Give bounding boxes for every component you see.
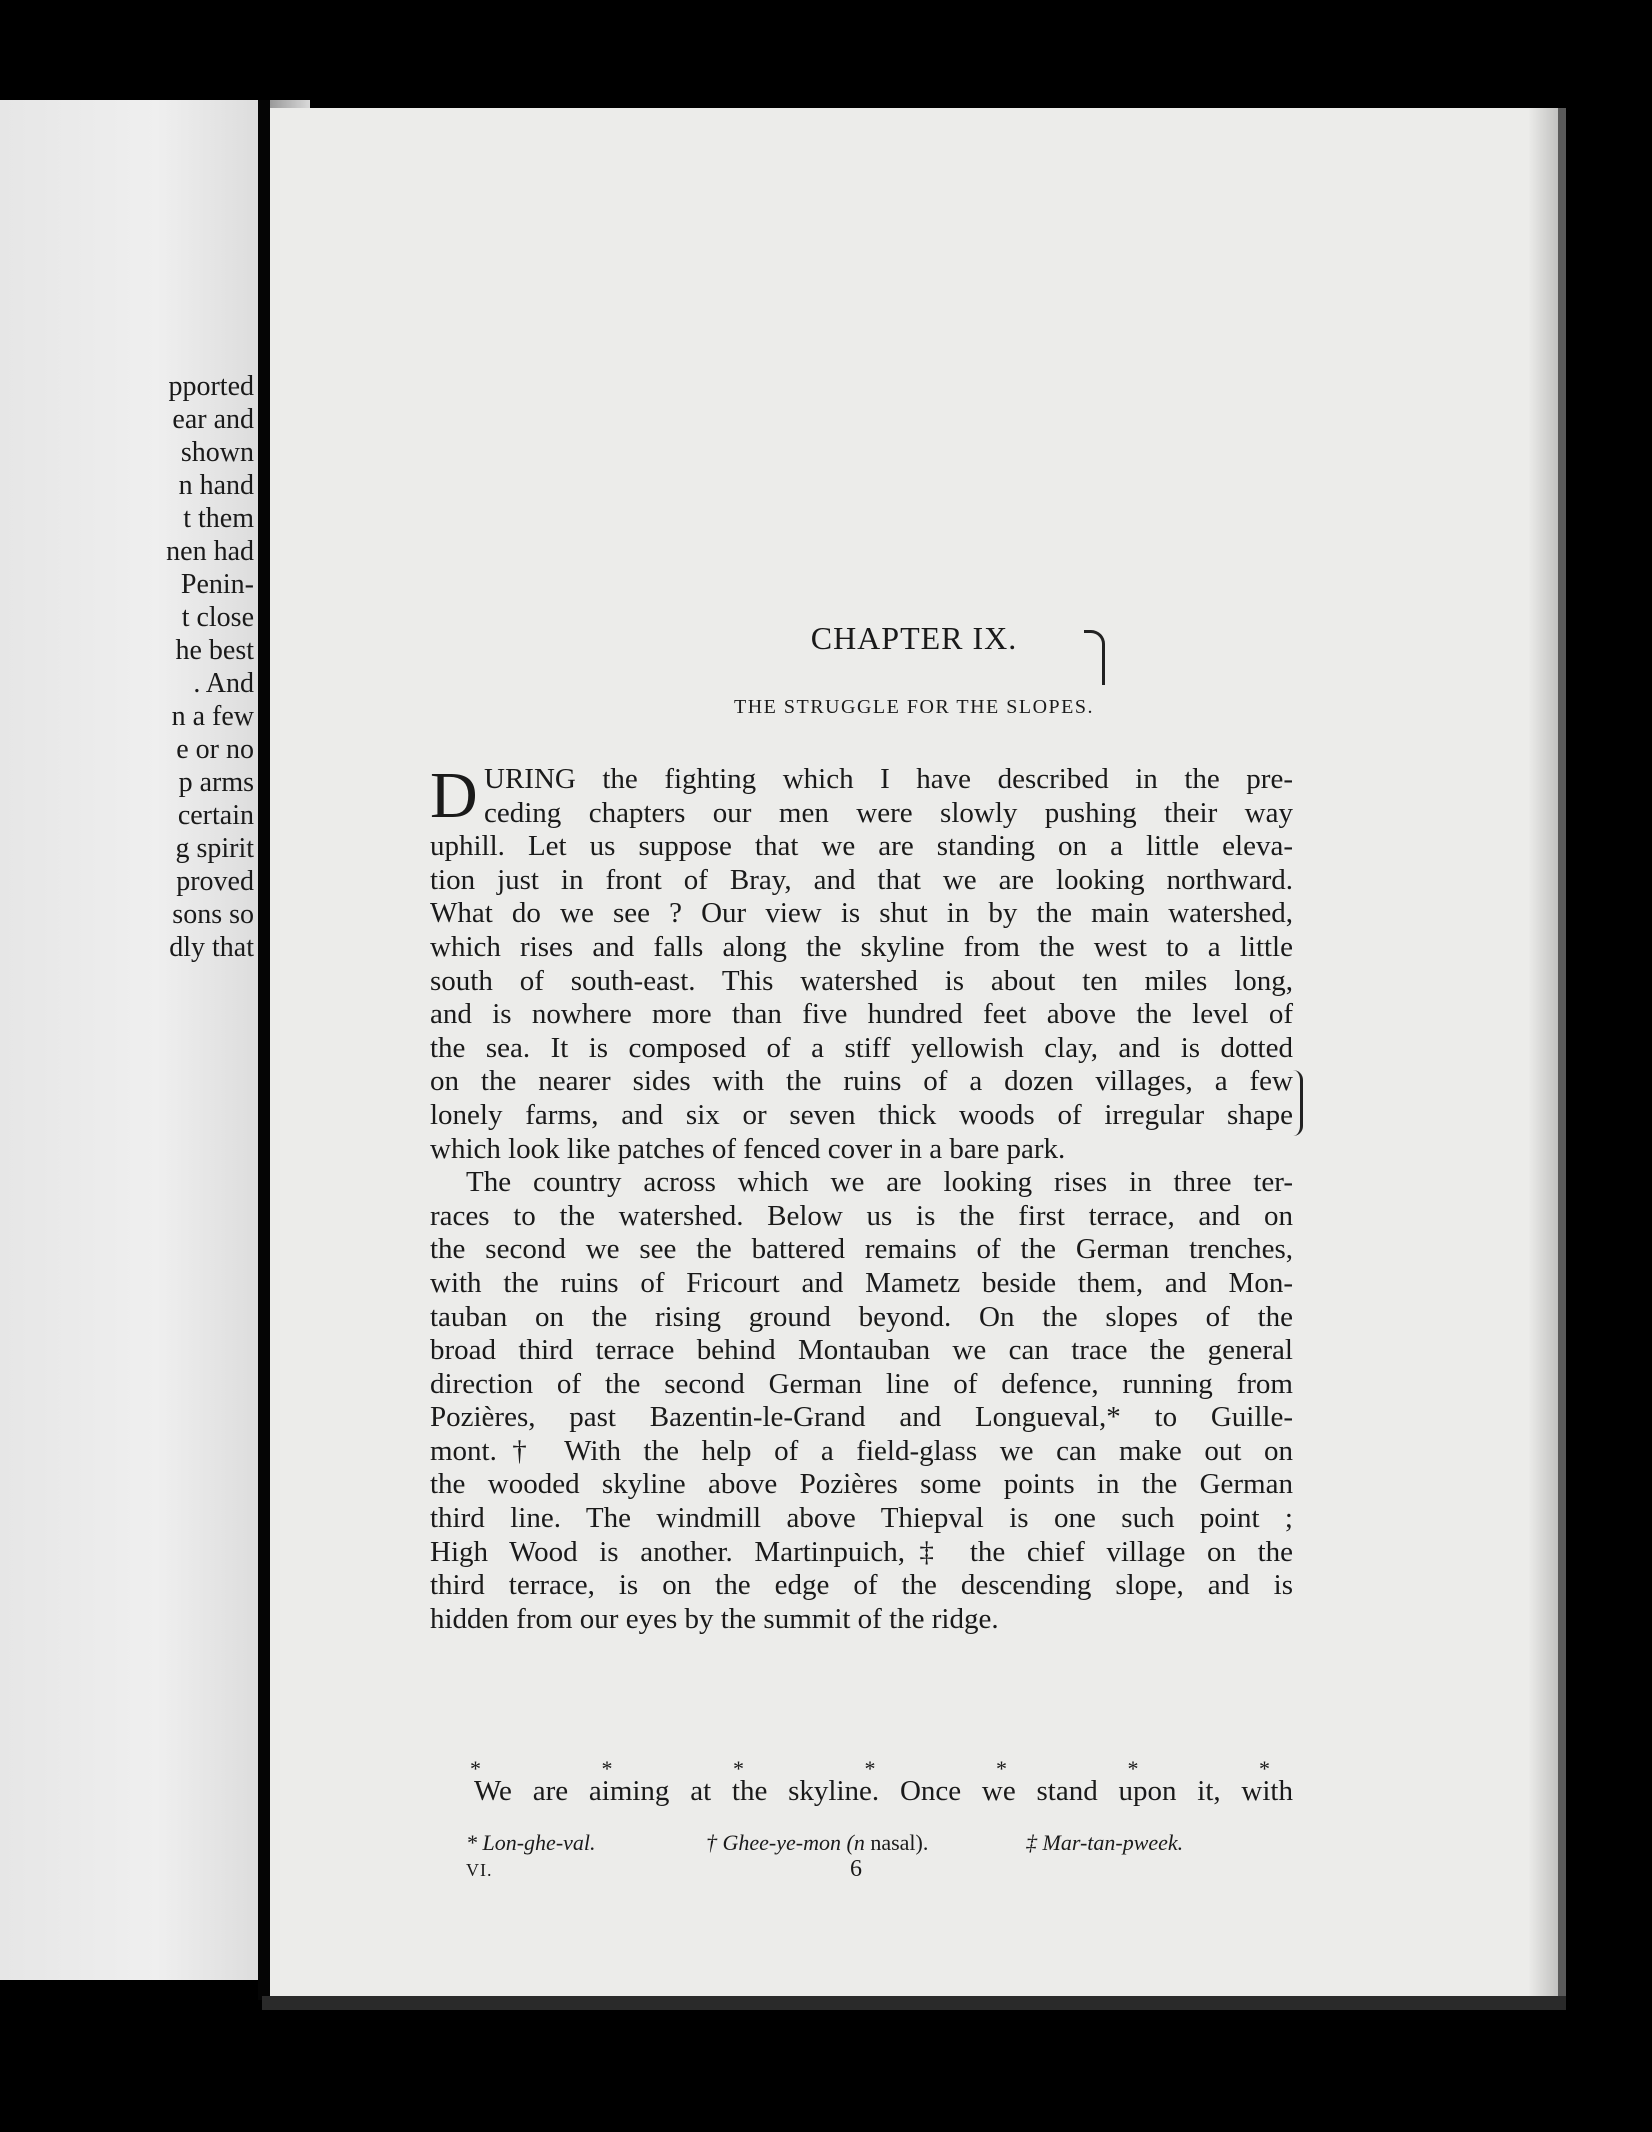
handwritten-bracket-mark (1084, 630, 1105, 685)
left-line: shown (180, 437, 254, 468)
page-bottom-edge (262, 1996, 1566, 2010)
body-text (430, 759, 1293, 1636)
paragraph-line: Pozières, past Bazentin-le-Grand and Longueval,* to Guille- (430, 1401, 1293, 1434)
left-line: p arms (178, 767, 254, 798)
left-page-text (0, 370, 254, 964)
paragraph-line: uphill. Let us suppose that we are standing on a little eleva- (430, 830, 1293, 863)
opening-word: URING (484, 763, 576, 795)
drop-cap: D (430, 759, 478, 832)
paragraph-line: the wooded skyline above Pozières some points in the German (430, 1468, 1293, 1501)
paragraph-line: High Wood is another. Martinpuich,‡ the chief village on the (430, 1535, 1293, 1568)
handwritten-margin-bracket (1290, 1070, 1303, 1136)
paragraph-line: broad third terrace behind Montauban we can trace the general (430, 1334, 1293, 1367)
left-line: e or no (176, 734, 254, 765)
line-text: the fighting which I have described in the pre- (575, 763, 1293, 795)
book-spine (258, 100, 270, 2000)
paragraph-line: on the nearer sides with the ruins of a dozen villages, a few (430, 1065, 1293, 1098)
paragraph-line: mont.† With the help of a field-glass we can make out on (430, 1434, 1293, 1467)
paragraph-line: lonely farms, and six or seven thick woods of irregular shape (430, 1098, 1293, 1131)
left-line: sons so (172, 899, 254, 930)
asterisk: * (601, 1756, 613, 1781)
paragraph-line: ceding chapters our men were slowly pushing their way (484, 796, 1293, 829)
paragraph-line: south of south-east. This watershed is about ten miles long, (430, 964, 1293, 997)
left-line: nen had (166, 536, 254, 567)
left-line: certain (177, 800, 254, 831)
paragraph-line: The country across which we are looking rises in three ter- (466, 1166, 1293, 1199)
paragraph-line: We are aiming at the skyline. Once we stand upon it, with (474, 1775, 1293, 1807)
paragraph-line: tauban on the rising ground beyond. On the slopes of the (430, 1300, 1293, 1333)
page-number: 6 (850, 1856, 862, 1882)
paragraph-line: third line. The windmill above Thiepval is one such point ; (430, 1502, 1293, 1535)
paragraph-line: tion just in front of Bray, and that we are looking northward. (430, 863, 1293, 896)
asterisk: * (864, 1756, 876, 1781)
left-line: n a few (171, 701, 254, 732)
paragraph-line: What do we see ? Our view is shut in by the main watershed, (430, 897, 1293, 930)
chapter-subtitle: THE STRUGGLE FOR THE SLOPES. (734, 696, 1094, 718)
footnote-guillemont (706, 1830, 928, 1856)
left-line: n hand (178, 470, 254, 501)
left-line: pported (168, 371, 254, 402)
paragraph-line: which rises and falls along the skyline from the west to a little (430, 930, 1293, 963)
asterisk: * (470, 1756, 481, 1781)
paragraph-line (484, 763, 1293, 797)
left-line: Penin- (180, 569, 254, 600)
paragraph-line: hidden from our eyes by the summit of the ridge. (430, 1602, 999, 1635)
right-page (270, 108, 1566, 2006)
left-line: t them (183, 503, 254, 534)
left-line: g spirit (175, 833, 254, 864)
paragraph-line: the second we see the battered remains of the German trenches, (430, 1233, 1293, 1266)
chapter-title: CHAPTER IX. (810, 620, 1018, 656)
left-line: t close (181, 602, 254, 633)
asterisk: * (1259, 1756, 1270, 1781)
footnote-text: nasal). (864, 1830, 929, 1855)
left-line: he best (175, 635, 254, 666)
paragraph-line: third terrace, is on the edge of the descending slope, and is (430, 1569, 1293, 1602)
footnote-martinpuich: ‡ Mar-tan-pweek. (1026, 1830, 1184, 1855)
asterisk: * (1127, 1756, 1139, 1781)
paragraph-line: races to the watershed. Below us is the first terrace, and on (430, 1199, 1293, 1232)
footnote-text: n (853, 1830, 865, 1855)
footnote-text: † Ghee-ye-mon ( (706, 1830, 854, 1855)
left-line: proved (176, 866, 254, 897)
paragraph-line: with the ruins of Fricourt and Mametz beside them, and Mon- (430, 1266, 1293, 1299)
left-line: ear and (172, 404, 254, 435)
left-line: dly that (169, 932, 254, 963)
paragraph-line: direction of the second German line of defence, running from (430, 1367, 1293, 1400)
paragraph-line: and is nowhere more than five hundred feet above the level of (430, 998, 1293, 1031)
left-page (0, 100, 262, 1980)
footnote-longueval: * Lon-ghe-val. (466, 1830, 596, 1855)
left-line: . And (193, 668, 254, 699)
paragraph-line: which look like patches of fenced cover in a bare park. (430, 1132, 1066, 1165)
asterisk: * (733, 1756, 744, 1781)
opening-lines (430, 759, 1293, 832)
signature-mark: VI. (466, 1860, 493, 1880)
asterisk: * (996, 1756, 1007, 1781)
paragraph-line: the sea. It is composed of a stiff yellowish clay, and is dotted (430, 1031, 1293, 1064)
